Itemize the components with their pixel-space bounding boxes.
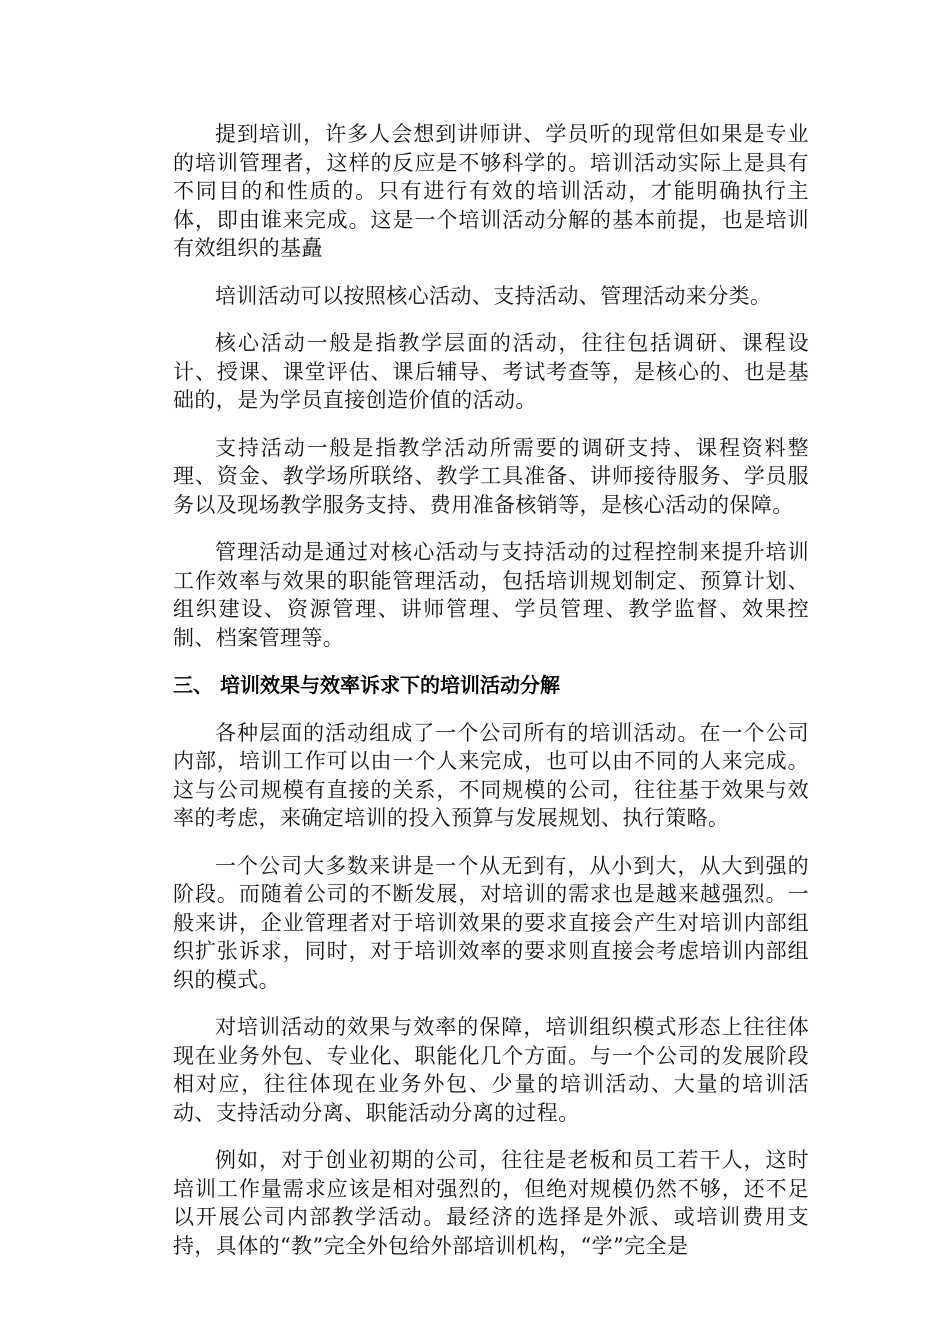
paragraph-activity-categories: 培训活动可以按照核心活动、支持活动、管理活动来分类。 [215,283,772,308]
paragraph-management-activities: 管理活动是通过对核心活动与支持活动的过程控制来提升培训工作效率与效果的职能管理活动，包括培训规划制定、预算计划、组织建设、资源管理、讲师管理、学员管理、教学监督、效果控制、档案管理等。 [173,540,809,650]
paragraph-support-activities: 支持活动一般是指教学活动所需要的调研支持、课程资料整理、资金、教学场所联络、教学工具准备、讲师接待服务、学员服务以及现场教学服务支持、费用准备核销等，是核心活动的保障。 [173,435,809,517]
paragraph-core-activities: 核心活动一般是指教学层面的活动，往往包括调研、课程设计、授课、课堂评估、课后辅导、考试考查等，是核心的、也是基础的，是为学员直接创造价值的活动。 [173,331,809,412]
paragraph-organization-model: 对培训活动的效果与效率的保障，培训组织模式形态上往往体现在业务外包、专业化、职能化几个方面。与一个公司的发展阶段相对应，往往体现在业务外包、少量的培训活动、大量的培训活动、支持活动分离、职能活动分离的过程。 [173,1015,809,1125]
paragraph-startup-example: 例如，对于创业初期的公司，往往是老板和员工若干人，这时培训工作量需求应该是相对强烈的，但绝对规模仍然不够，还不足以开展公司内部教学活动。最经济的选择是外派、或培训费用支持，具体的“教”完全外包给外部培训机构，“学”完全是 [173,1148,809,1258]
document-body [173,120,809,1279]
paragraph-company-growth: 一个公司大多数来讲是一个从无到有，从小到大，从大到强的阶段。而随着公司的不断发展，对培训的需求也是越来越强烈。一般来讲，企业管理者对于培训效果的要求直接会产生对培训内部组织扩张诉求，同时，对于培训效率的要求则直接会考虑培训内部组织的模式。 [173,853,809,992]
section-heading: 三、 培训效果与效率诉求下的培训活动分解 [173,673,560,697]
paragraph-training-concept: 提到培训，许多人会想到讲师讲、学员听的现常但如果是专业的培训管理者，这样的反应是不够科学的。培训活动实际上是具有不同目的和性质的。只有进行有效的培训活动，才能明确执行主体，即由谁来完成。这是一个培训活动分解的基本前提，也是培训有效组织的基矗 [173,122,809,260]
paragraph-company-activities: 各种层面的活动组成了一个公司所有的培训活动。在一个公司内部，培训工作可以由一个人来完成，也可以由不同的人来完成。这与公司规模有直接的关系，不同规模的公司，往往基于效果与效率的考虑，来确定培训的投入预算与发展规划、执行策略。 [173,720,809,830]
